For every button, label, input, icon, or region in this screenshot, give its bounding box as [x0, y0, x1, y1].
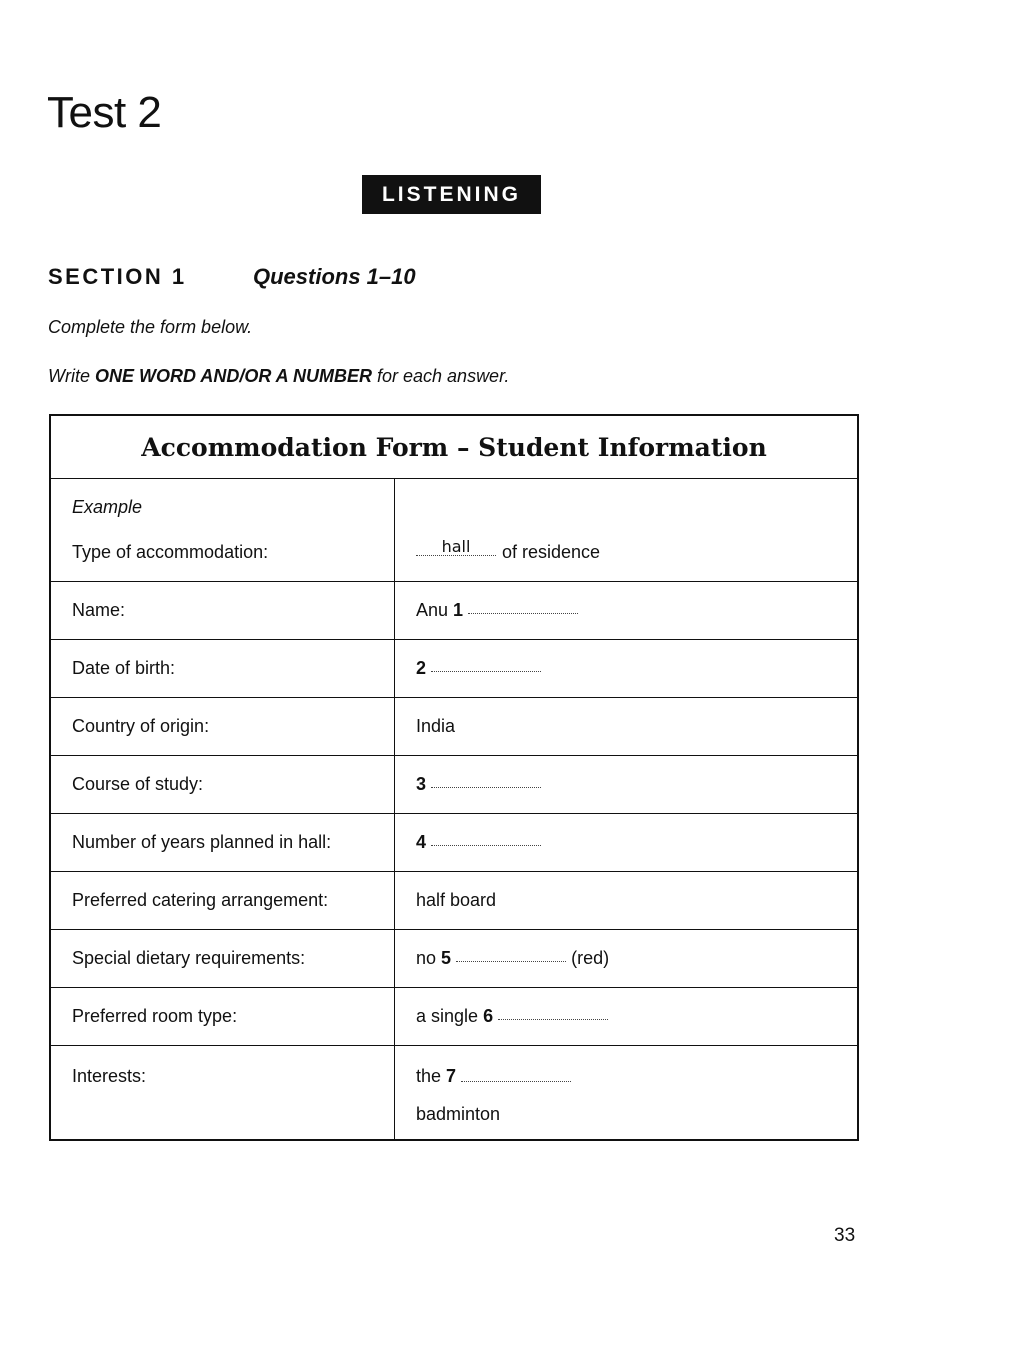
field-value-catering: half board — [416, 890, 497, 910]
form-row-years — [51, 814, 857, 872]
field-value-course — [395, 756, 857, 813]
form-row-dob — [51, 640, 857, 698]
example-answer-suffix: of residence — [502, 542, 601, 562]
example-label-cell — [51, 479, 395, 581]
field-label-name: Name: — [51, 582, 395, 639]
field-label-country: Country of origin: — [51, 698, 395, 755]
example-value-cell — [395, 479, 857, 581]
accommodation-form — [49, 414, 859, 1141]
answer-blank-6[interactable] — [498, 1013, 608, 1020]
field-label-interests: Interests: — [72, 1066, 147, 1086]
room-prefix: a single — [416, 1006, 479, 1026]
field-label-dob: Date of birth: — [51, 640, 395, 697]
form-row-catering — [51, 872, 857, 930]
field-value-name — [395, 582, 857, 639]
field-label-catering: Preferred catering arrangement: — [51, 872, 395, 929]
example-answer-fill: hall — [416, 539, 496, 556]
question-number-4: 4 — [416, 832, 427, 852]
field-label-dietary: Special dietary requirements: — [51, 930, 395, 987]
question-number-3: 3 — [416, 774, 427, 794]
form-row-interests — [51, 1046, 857, 1141]
answer-blank-4[interactable] — [431, 839, 541, 846]
question-number-6: 6 — [483, 1006, 494, 1026]
form-row-name — [51, 582, 857, 640]
field-value-years — [395, 814, 857, 871]
page-title: Test 2 — [47, 88, 162, 137]
question-number-1: 1 — [453, 600, 464, 620]
listening-badge: LISTENING — [362, 175, 541, 214]
name-prefix: Anu — [416, 600, 449, 620]
question-number-5: 5 — [441, 948, 452, 968]
field-label-room: Preferred room type: — [51, 988, 395, 1045]
field-label-interests-cell — [51, 1046, 395, 1141]
instruction-emphasis: ONE WORD AND/OR A NUMBER — [95, 366, 372, 386]
form-row-country — [51, 698, 857, 756]
interests-prefix: the — [416, 1066, 442, 1086]
field-value-room — [395, 988, 857, 1045]
example-label: Example — [72, 497, 143, 517]
instruction-complete-form: Complete the form below. — [48, 317, 253, 337]
field-value-dietary — [395, 930, 857, 987]
interests-line-1 — [416, 1066, 571, 1087]
field-value-dob — [395, 640, 857, 697]
field-label-years: Number of years planned in hall: — [51, 814, 395, 871]
interests-line-2: badminton — [416, 1104, 501, 1124]
field-value-interests — [395, 1046, 857, 1141]
form-row-dietary — [51, 930, 857, 988]
instruction-word-limit — [48, 366, 509, 387]
form-title: Accommodation Form – Student Information — [51, 416, 857, 479]
field-label-course: Course of study: — [51, 756, 395, 813]
form-row-course — [51, 756, 857, 814]
question-number-7: 7 — [446, 1066, 457, 1086]
example-answer — [416, 537, 601, 563]
answer-blank-5[interactable] — [456, 955, 566, 962]
answer-blank-1[interactable] — [468, 607, 578, 614]
page-number: 33 — [834, 1225, 856, 1246]
section-heading: SECTION 1 — [48, 264, 187, 289]
form-row-room — [51, 988, 857, 1046]
instruction-post: for each answer. — [372, 366, 510, 386]
question-number-2: 2 — [416, 658, 427, 678]
instruction-pre: Write — [48, 366, 95, 386]
field-value-country: India — [416, 716, 456, 736]
field-label-accommodation-type: Type of accommodation: — [72, 542, 269, 562]
answer-blank-7[interactable] — [461, 1075, 571, 1082]
dietary-suffix: (red) — [571, 948, 610, 968]
answer-blank-2[interactable] — [431, 665, 541, 672]
form-row-example — [51, 479, 857, 582]
questions-range: Questions 1–10 — [253, 264, 416, 289]
dietary-prefix: no — [416, 948, 437, 968]
answer-blank-3[interactable] — [431, 781, 541, 788]
